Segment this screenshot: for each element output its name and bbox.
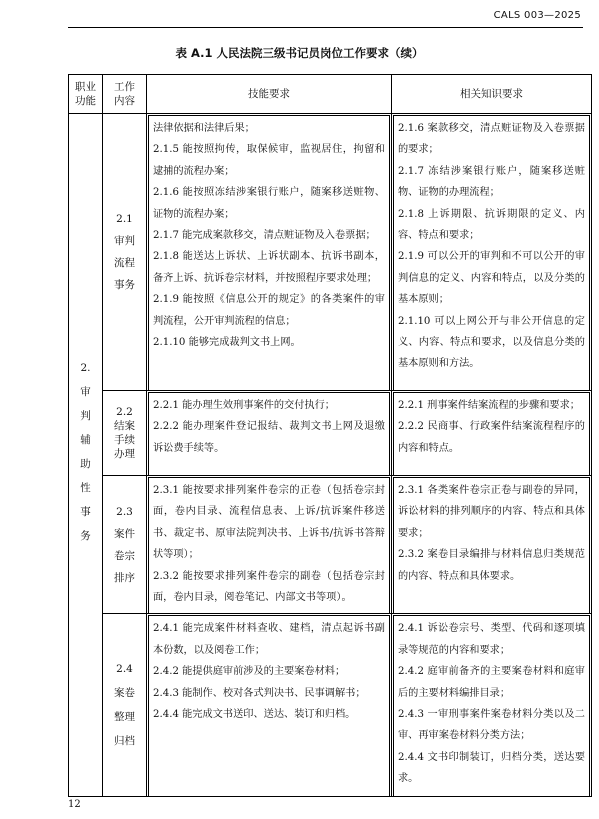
requirement-item: 2.4.4 文书印制装订，归档分类，送达要求。 — [398, 751, 585, 785]
skills-list — [148, 615, 390, 797]
knowledge-cell — [392, 114, 592, 391]
requirement-item: 2.1.7 冻结涉案银行账户，随案移送赃物、证物的办理流程； — [398, 165, 585, 199]
category-number: 2. — [80, 362, 91, 375]
knowledge-cell — [392, 614, 592, 797]
requirement-item: 2.1.7 能完成案款移交，清点赃证物及入卷票据； — [153, 230, 376, 242]
work-content-cell — [103, 476, 147, 614]
requirement-item: 2.1.5 能按照拘传，取保候审，监视居住，拘留和逮捕的流程办案； — [153, 144, 385, 177]
requirement-item: 2.1.8 能送达上诉状、上诉状副本、抗诉书副本，备齐上诉、抗诉卷宗材料，并按照程序要求处理； — [153, 251, 385, 284]
work-content-name: 结案手续办理 — [114, 420, 135, 460]
function-category-cell — [69, 114, 103, 797]
work-content-cell — [103, 614, 147, 797]
requirement-item: 2.1.9 可以公开的审判和不可以公开的审判信息的定义、内容和特点，以及分类的基本原则； — [398, 251, 585, 306]
table-row — [69, 614, 592, 797]
requirement-item: 2.2.2 民商事、行政案件结案流程程序的内容和特点。 — [398, 421, 585, 454]
requirement-item: 2.1.9 能按照《信息公开的规定》的各类案件的审判流程，公开审判流程的信息； — [153, 294, 385, 327]
work-content-name: 审判流程事务 — [114, 235, 135, 291]
requirement-item: 2.4.1 诉讼卷宗号、类型、代码和逐项填录等规范的内容和要求； — [398, 623, 585, 656]
knowledge-cell — [392, 391, 592, 476]
requirement-item: 2.3.2 能按要求排列案件卷宗的副卷（包括卷宗封面，卷内目录，阅卷笔记、内部文书等项）。 — [153, 570, 385, 604]
work-content-cell — [103, 114, 147, 391]
requirement-item: 2.1.10 能够完成裁判文书上网。 — [153, 337, 301, 349]
requirement-item: 2.4.2 庭审前备齐的主要案卷材料和庭审后的主要材料编排目录； — [398, 666, 585, 699]
requirement-item: 2.4.4 能完成文书送印、送达、装订和归档。 — [153, 709, 356, 721]
page-number: 12 — [68, 799, 81, 810]
skills-list — [148, 477, 390, 614]
requirement-item: 2.4.1 能完成案件材料查收、建档，清点起诉书副本份数，以及阅卷工作； — [153, 623, 385, 656]
requirement-item: 2.1.8 上诉期限、抗诉期限的定义、内容、特点和要求； — [398, 208, 585, 242]
header-knowledge: 相关知识要求 — [392, 75, 592, 114]
table-title: 表 A.1 人民法院三级书记员岗位工作要求（续） — [175, 46, 424, 60]
header-skills: 技能要求 — [147, 75, 392, 114]
skills-list — [148, 115, 390, 391]
table-row — [69, 476, 592, 614]
work-content-name: 案件卷宗排序 — [114, 527, 135, 584]
requirement-item: 2.2.2 能办理案件登记报结、裁判文书上网及退缴诉讼费手续等。 — [153, 421, 385, 454]
work-content-cell — [103, 391, 147, 476]
knowledge-list — [393, 115, 590, 391]
skills-cell — [147, 114, 392, 391]
requirement-item: 2.2.1 刑事案件结案流程的步骤和要求； — [398, 400, 580, 411]
knowledge-list — [393, 392, 590, 476]
requirement-item: 2.4.3 能制作、校对各式判决书、民事调解书； — [153, 687, 366, 699]
requirements-table — [68, 74, 592, 797]
requirement-item: 2.1.6 案款移交，清点赃证物及入卷票据的要求； — [398, 123, 585, 156]
header-function: 职业功能 — [69, 75, 103, 114]
skills-list — [148, 392, 390, 476]
requirement-item: 法律依据和法律后果； — [153, 123, 255, 134]
requirement-item: 2.3.1 能按要求排列案件卷宗的正卷（包括卷宗封面，卷内目录、流程信息表、上诉/抗诉案件移送书、裁定书、原审法院判决书、上诉书/抗诉书答辩状等项）； — [153, 485, 385, 561]
work-content-id: 2.1 — [116, 213, 133, 225]
skills-cell — [147, 391, 392, 476]
requirement-item: 2.3.2 案卷目录编排与材料信息归类规范的内容、特点和具体要求。 — [398, 549, 585, 582]
knowledge-list — [393, 477, 590, 614]
requirement-item: 2.1.6 能按照冻结涉案银行账户，随案移送赃物、证物的流程办案； — [153, 187, 385, 220]
skills-cell — [147, 476, 392, 614]
header-rule — [68, 27, 583, 28]
requirement-item: 2.1.10 可以上网公开与非公开信息的定义、内容、特点和要求，以及信息分类的基本原则和方法。 — [398, 315, 585, 370]
work-content-id: 2.3 — [116, 505, 133, 518]
requirement-item: 2.4.3 一审刑事案件案卷材料分类以及二审、再审案卷材料分类方法； — [398, 709, 585, 742]
work-content-id: 2.4 — [116, 663, 133, 676]
requirement-item: 2.4.2 能提供庭审前涉及的主要案卷材料； — [153, 666, 346, 678]
skills-cell — [147, 614, 392, 797]
knowledge-cell — [392, 476, 592, 614]
header-content: 工作内容 — [103, 75, 147, 114]
work-content-id: 2.2 — [116, 406, 133, 418]
table-header-row — [69, 75, 592, 114]
category-name: 审判辅助性事务 — [80, 386, 91, 543]
requirement-item: 2.2.1 能办理生效刑事案件的交付执行； — [153, 400, 335, 411]
work-content-name: 案卷整理归档 — [114, 687, 135, 748]
knowledge-list — [393, 615, 590, 797]
table-row — [69, 114, 592, 391]
document-code: CALS 003—2025 — [493, 10, 581, 21]
table-row — [69, 391, 592, 476]
requirement-item: 2.3.1 各类案件卷宗正卷与副卷的异同，诉讼材料的排列顺序的内容、特点和具体要求； — [398, 485, 585, 539]
